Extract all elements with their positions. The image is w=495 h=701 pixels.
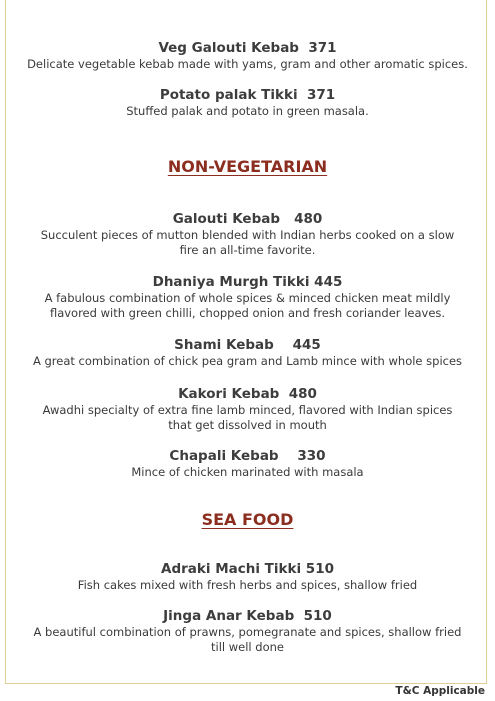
item-name: Potato palak Tikki 371: [159, 87, 336, 103]
item-name: Dhaniya Murgh Tikki 445: [152, 274, 343, 290]
menu-item: [12, 386, 483, 433]
item-name: Galouti Kebab 480: [172, 211, 323, 227]
item-description: Succulent pieces of mutton blended with Indian herbs cooked on a slow fire an all-time favorite.: [40, 228, 455, 257]
menu-item: [12, 274, 483, 321]
item-name: Adraki Machi Tikki 510: [161, 561, 334, 577]
item-name: Jinga Anar Kebab 510: [163, 608, 332, 624]
section-title-non-vegetarian: NON-VEGETARIAN: [167, 157, 328, 176]
menu-item: [12, 608, 483, 655]
item-name: Shami Kebab 445: [174, 337, 321, 353]
section-title-sea-food: SEA FOOD: [201, 510, 294, 529]
item-description: Mince of chicken marinated with masala: [131, 465, 364, 479]
item-description: Fish cakes mixed with fresh herbs and spices, shallow fried: [77, 578, 418, 592]
menu-item: [12, 561, 483, 593]
item-description: A great combination of chick pea gram and Lamb mince with whole spices: [32, 354, 463, 368]
item-description: A fabulous combination of whole spices & minced chicken meat mildly flavored with green chilli, chopped onion and fresh coriander leaves.: [44, 291, 451, 320]
terms-note: T&C Applicable: [395, 685, 485, 697]
item-name: Chapali Kebab 330: [169, 448, 326, 464]
item-description: Delicate vegetable kebab made with yams, gram and other aromatic spices.: [27, 57, 468, 71]
item-name: Veg Galouti Kebab 371: [158, 40, 337, 56]
menu-item: [12, 337, 483, 369]
item-description: Stuffed palak and potato in green masala.: [126, 104, 369, 118]
item-name: Kakori Kebab 480: [178, 386, 317, 402]
menu-item: [12, 211, 483, 258]
menu-item: [12, 448, 483, 480]
item-description: Awadhi specialty of extra fine lamb minced, flavored with Indian spices that get dissolved in mouth: [42, 403, 453, 432]
item-description: A beautiful combination of prawns, pomegranate and spices, shallow fried till well done: [33, 625, 462, 654]
menu-item: [12, 40, 483, 72]
menu-item: [12, 87, 483, 119]
